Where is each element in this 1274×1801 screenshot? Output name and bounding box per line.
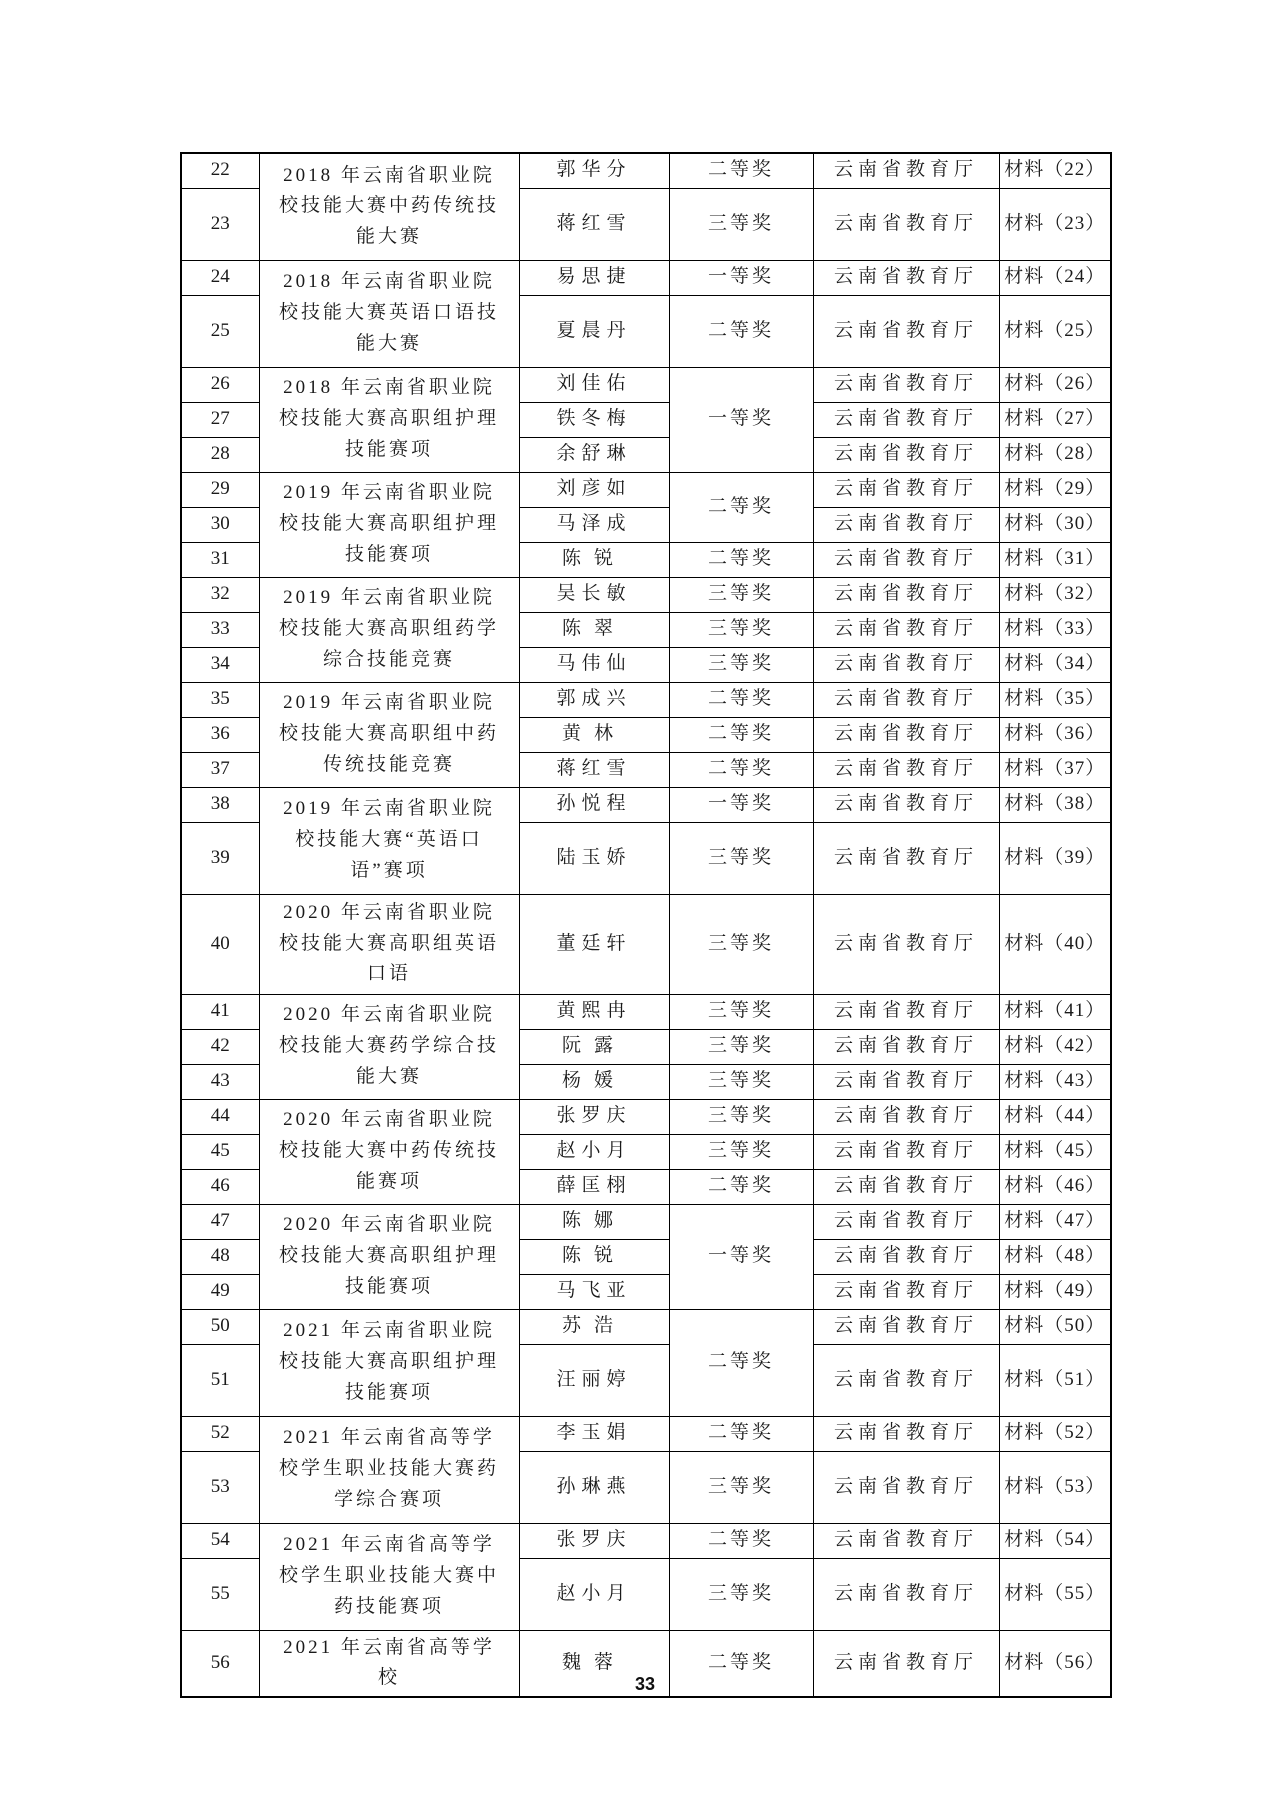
award-level: 一等奖	[669, 367, 813, 472]
person-name: 李玉娟	[519, 1416, 669, 1451]
person-name: 吴长敏	[519, 577, 669, 612]
issuing-authority: 云南省教育厅	[813, 542, 999, 577]
row-number: 37	[181, 752, 259, 787]
issuing-authority: 云南省教育厅	[813, 402, 999, 437]
award-level: 一等奖	[669, 787, 813, 822]
person-name: 孙琳燕	[519, 1451, 669, 1523]
competition-name: 2020 年云南省职业院校技能大赛高职组英语口语	[259, 894, 519, 994]
person-name: 汪丽婷	[519, 1344, 669, 1416]
row-number: 39	[181, 822, 259, 894]
issuing-authority: 云南省教育厅	[813, 367, 999, 402]
row-number: 22	[181, 153, 259, 188]
material-ref: 材料（51）	[999, 1344, 1111, 1416]
row-number: 50	[181, 1309, 259, 1344]
row-number: 27	[181, 402, 259, 437]
material-ref: 材料（44）	[999, 1099, 1111, 1134]
row-number: 26	[181, 367, 259, 402]
competition-name: 2019 年云南省职业院校技能大赛高职组护理技能赛项	[259, 472, 519, 577]
row-number: 54	[181, 1523, 259, 1558]
award-level: 三等奖	[669, 1558, 813, 1630]
person-name: 杨媛	[519, 1064, 669, 1099]
material-ref: 材料（40）	[999, 894, 1111, 994]
row-number: 46	[181, 1169, 259, 1204]
award-level: 二等奖	[669, 1630, 813, 1697]
row-number: 52	[181, 1416, 259, 1451]
material-ref: 材料（29）	[999, 472, 1111, 507]
award-level: 三等奖	[669, 994, 813, 1029]
award-level: 三等奖	[669, 822, 813, 894]
row-number: 41	[181, 994, 259, 1029]
material-ref: 材料（42）	[999, 1029, 1111, 1064]
competition-name: 2021 年云南省高等学校	[259, 1630, 519, 1697]
award-level: 一等奖	[669, 1204, 813, 1309]
material-ref: 材料（38）	[999, 787, 1111, 822]
person-name: 陈娜	[519, 1204, 669, 1239]
person-name: 刘彦如	[519, 472, 669, 507]
competition-name: 2020 年云南省职业院校技能大赛高职组护理技能赛项	[259, 1204, 519, 1309]
person-name: 苏浩	[519, 1309, 669, 1344]
material-ref: 材料（34）	[999, 647, 1111, 682]
competition-name: 2018 年云南省职业院校技能大赛高职组护理技能赛项	[259, 367, 519, 472]
award-level: 二等奖	[669, 717, 813, 752]
issuing-authority: 云南省教育厅	[813, 472, 999, 507]
issuing-authority: 云南省教育厅	[813, 1274, 999, 1309]
material-ref: 材料（54）	[999, 1523, 1111, 1558]
material-ref: 材料（30）	[999, 507, 1111, 542]
person-name: 铁冬梅	[519, 402, 669, 437]
row-number: 25	[181, 295, 259, 367]
award-level: 二等奖	[669, 752, 813, 787]
row-number: 47	[181, 1204, 259, 1239]
table-row	[181, 994, 1111, 1029]
person-name: 孙悦程	[519, 787, 669, 822]
material-ref: 材料（56）	[999, 1630, 1111, 1697]
material-ref: 材料（45）	[999, 1134, 1111, 1169]
award-level: 三等奖	[669, 1451, 813, 1523]
awards-table	[180, 152, 1112, 1698]
row-number: 56	[181, 1630, 259, 1697]
competition-name: 2021 年云南省高等学校学生职业技能大赛药学综合赛项	[259, 1416, 519, 1523]
issuing-authority: 云南省教育厅	[813, 822, 999, 894]
person-name: 夏晨丹	[519, 295, 669, 367]
award-level: 二等奖	[669, 542, 813, 577]
person-name: 易思捷	[519, 260, 669, 295]
row-number: 28	[181, 437, 259, 472]
table-row	[181, 1523, 1111, 1558]
award-level: 二等奖	[669, 1523, 813, 1558]
competition-name: 2019 年云南省职业院校技能大赛“英语口语”赛项	[259, 787, 519, 894]
person-name: 黄林	[519, 717, 669, 752]
award-level: 二等奖	[669, 153, 813, 188]
issuing-authority: 云南省教育厅	[813, 577, 999, 612]
award-level: 二等奖	[669, 1416, 813, 1451]
issuing-authority: 云南省教育厅	[813, 1029, 999, 1064]
issuing-authority: 云南省教育厅	[813, 1451, 999, 1523]
person-name: 陆玉娇	[519, 822, 669, 894]
table-row	[181, 1416, 1111, 1451]
issuing-authority: 云南省教育厅	[813, 994, 999, 1029]
table-row	[181, 682, 1111, 717]
issuing-authority: 云南省教育厅	[813, 1169, 999, 1204]
person-name: 张罗庆	[519, 1523, 669, 1558]
material-ref: 材料（23）	[999, 188, 1111, 260]
issuing-authority: 云南省教育厅	[813, 1134, 999, 1169]
material-ref: 材料（25）	[999, 295, 1111, 367]
table-row	[181, 260, 1111, 295]
issuing-authority: 云南省教育厅	[813, 437, 999, 472]
issuing-authority: 云南省教育厅	[813, 507, 999, 542]
row-number: 35	[181, 682, 259, 717]
row-number: 31	[181, 542, 259, 577]
issuing-authority: 云南省教育厅	[813, 647, 999, 682]
person-name: 赵小月	[519, 1558, 669, 1630]
page-number: 33	[634, 1674, 656, 1694]
award-level: 三等奖	[669, 894, 813, 994]
row-number: 34	[181, 647, 259, 682]
award-level: 二等奖	[669, 472, 813, 542]
competition-name: 2020 年云南省职业院校技能大赛药学综合技能大赛	[259, 994, 519, 1099]
table-row	[181, 787, 1111, 822]
material-ref: 材料（28）	[999, 437, 1111, 472]
issuing-authority: 云南省教育厅	[813, 1416, 999, 1451]
issuing-authority: 云南省教育厅	[813, 295, 999, 367]
row-number: 23	[181, 188, 259, 260]
row-number: 44	[181, 1099, 259, 1134]
award-level: 三等奖	[669, 1099, 813, 1134]
issuing-authority: 云南省教育厅	[813, 1558, 999, 1630]
award-level: 二等奖	[669, 1309, 813, 1416]
issuing-authority: 云南省教育厅	[813, 1064, 999, 1099]
material-ref: 材料（41）	[999, 994, 1111, 1029]
issuing-authority: 云南省教育厅	[813, 894, 999, 994]
table-row	[181, 472, 1111, 507]
issuing-authority: 云南省教育厅	[813, 153, 999, 188]
competition-name: 2021 年云南省高等学校学生职业技能大赛中药技能赛项	[259, 1523, 519, 1630]
row-number: 53	[181, 1451, 259, 1523]
competition-name: 2018 年云南省职业院校技能大赛中药传统技能大赛	[259, 153, 519, 260]
award-level: 一等奖	[669, 260, 813, 295]
row-number: 40	[181, 894, 259, 994]
person-name: 魏蓉	[519, 1630, 669, 1697]
material-ref: 材料（48）	[999, 1239, 1111, 1274]
award-level: 三等奖	[669, 612, 813, 647]
table-row	[181, 577, 1111, 612]
table-row	[181, 1309, 1111, 1344]
competition-name: 2019 年云南省职业院校技能大赛高职组药学综合技能竞赛	[259, 577, 519, 682]
material-ref: 材料（47）	[999, 1204, 1111, 1239]
issuing-authority: 云南省教育厅	[813, 1099, 999, 1134]
row-number: 33	[181, 612, 259, 647]
award-level: 三等奖	[669, 577, 813, 612]
material-ref: 材料（24）	[999, 260, 1111, 295]
row-number: 48	[181, 1239, 259, 1274]
person-name: 马伟仙	[519, 647, 669, 682]
row-number: 51	[181, 1344, 259, 1416]
person-name: 赵小月	[519, 1134, 669, 1169]
competition-name: 2019 年云南省职业院校技能大赛高职组中药传统技能竞赛	[259, 682, 519, 787]
award-level: 三等奖	[669, 1029, 813, 1064]
table-row	[181, 894, 1111, 994]
row-number: 43	[181, 1064, 259, 1099]
award-level: 二等奖	[669, 1169, 813, 1204]
issuing-authority: 云南省教育厅	[813, 752, 999, 787]
competition-name: 2020 年云南省职业院校技能大赛中药传统技能赛项	[259, 1099, 519, 1204]
award-level: 二等奖	[669, 682, 813, 717]
material-ref: 材料（43）	[999, 1064, 1111, 1099]
award-level: 三等奖	[669, 647, 813, 682]
person-name: 陈翠	[519, 612, 669, 647]
person-name: 刘佳佑	[519, 367, 669, 402]
material-ref: 材料（50）	[999, 1309, 1111, 1344]
row-number: 42	[181, 1029, 259, 1064]
material-ref: 材料（53）	[999, 1451, 1111, 1523]
material-ref: 材料（26）	[999, 367, 1111, 402]
material-ref: 材料（37）	[999, 752, 1111, 787]
issuing-authority: 云南省教育厅	[813, 787, 999, 822]
person-name: 蒋红雪	[519, 188, 669, 260]
row-number: 32	[181, 577, 259, 612]
material-ref: 材料（31）	[999, 542, 1111, 577]
issuing-authority: 云南省教育厅	[813, 612, 999, 647]
person-name: 阮露	[519, 1029, 669, 1064]
row-number: 29	[181, 472, 259, 507]
issuing-authority: 云南省教育厅	[813, 1239, 999, 1274]
competition-name: 2018 年云南省职业院校技能大赛英语口语技能大赛	[259, 260, 519, 367]
issuing-authority: 云南省教育厅	[813, 1344, 999, 1416]
person-name: 郭成兴	[519, 682, 669, 717]
competition-name: 2021 年云南省职业院校技能大赛高职组护理技能赛项	[259, 1309, 519, 1416]
material-ref: 材料（55）	[999, 1558, 1111, 1630]
material-ref: 材料（39）	[999, 822, 1111, 894]
row-number: 24	[181, 260, 259, 295]
material-ref: 材料（27）	[999, 402, 1111, 437]
person-name: 马飞亚	[519, 1274, 669, 1309]
person-name: 董廷轩	[519, 894, 669, 994]
person-name: 陈锐	[519, 1239, 669, 1274]
material-ref: 材料（33）	[999, 612, 1111, 647]
person-name: 黄熙冉	[519, 994, 669, 1029]
row-number: 49	[181, 1274, 259, 1309]
table-row	[181, 1099, 1111, 1134]
table-row	[181, 153, 1111, 188]
award-level: 三等奖	[669, 1134, 813, 1169]
issuing-authority: 云南省教育厅	[813, 717, 999, 752]
material-ref: 材料（49）	[999, 1274, 1111, 1309]
award-level: 三等奖	[669, 188, 813, 260]
person-name: 郭华分	[519, 153, 669, 188]
issuing-authority: 云南省教育厅	[813, 260, 999, 295]
person-name: 蒋红雪	[519, 752, 669, 787]
material-ref: 材料（36）	[999, 717, 1111, 752]
material-ref: 材料（46）	[999, 1169, 1111, 1204]
issuing-authority: 云南省教育厅	[813, 1204, 999, 1239]
table-row	[181, 1204, 1111, 1239]
material-ref: 材料（22）	[999, 153, 1111, 188]
material-ref: 材料（52）	[999, 1416, 1111, 1451]
material-ref: 材料（32）	[999, 577, 1111, 612]
issuing-authority: 云南省教育厅	[813, 1630, 999, 1697]
issuing-authority: 云南省教育厅	[813, 1523, 999, 1558]
award-level: 三等奖	[669, 1064, 813, 1099]
person-name: 薛匡栩	[519, 1169, 669, 1204]
row-number: 38	[181, 787, 259, 822]
person-name: 张罗庆	[519, 1099, 669, 1134]
table-row	[181, 367, 1111, 402]
issuing-authority: 云南省教育厅	[813, 188, 999, 260]
person-name: 陈锐	[519, 542, 669, 577]
award-level: 二等奖	[669, 295, 813, 367]
issuing-authority: 云南省教育厅	[813, 682, 999, 717]
issuing-authority: 云南省教育厅	[813, 1309, 999, 1344]
person-name: 马泽成	[519, 507, 669, 542]
person-name: 余舒琳	[519, 437, 669, 472]
row-number: 45	[181, 1134, 259, 1169]
row-number: 30	[181, 507, 259, 542]
row-number: 55	[181, 1558, 259, 1630]
row-number: 36	[181, 717, 259, 752]
material-ref: 材料（35）	[999, 682, 1111, 717]
